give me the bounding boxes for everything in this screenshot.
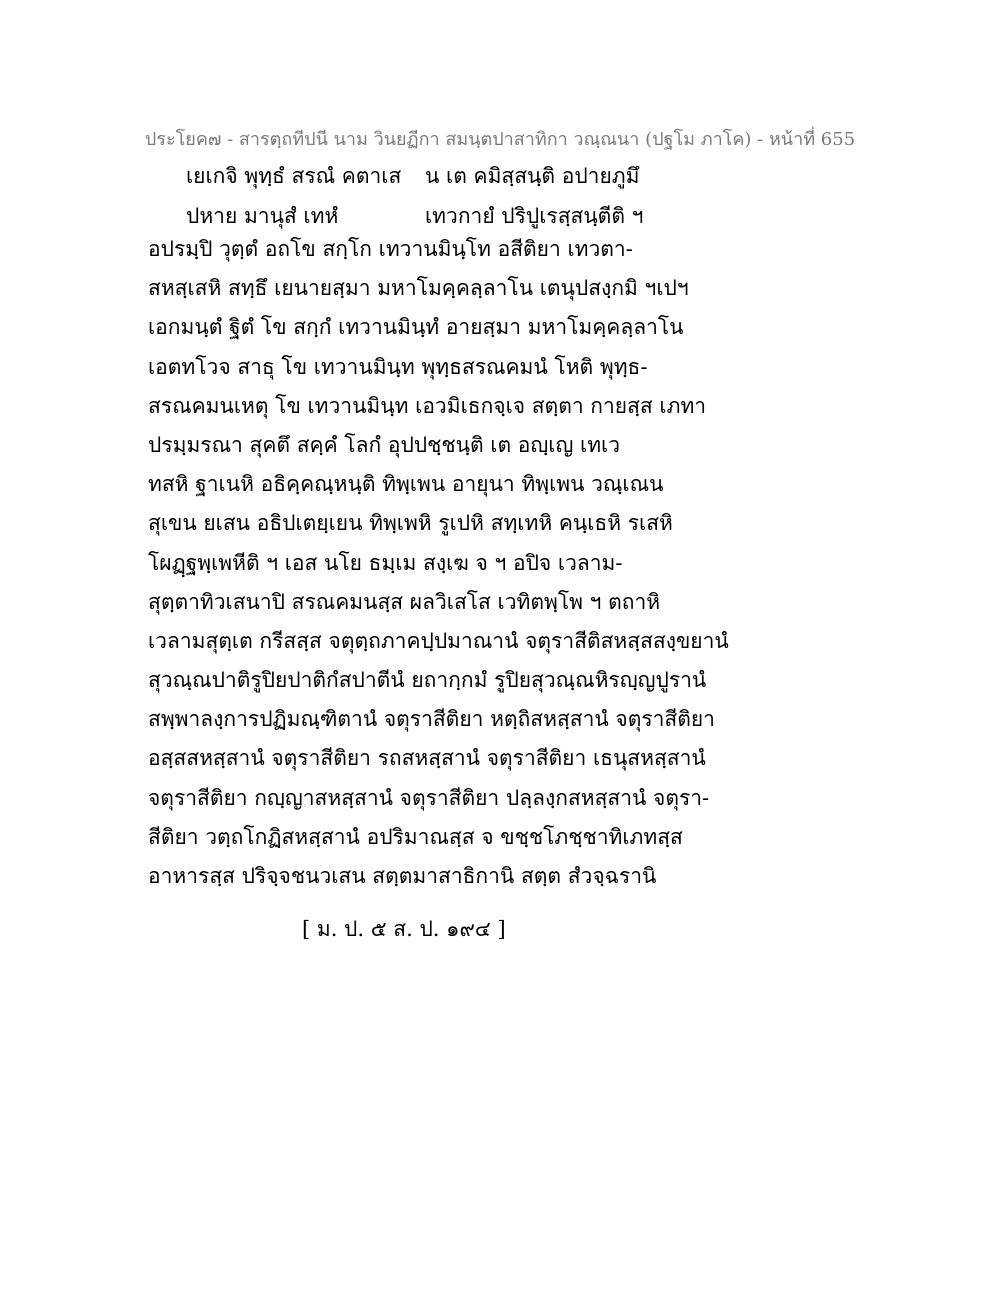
body-line-16: สีติยา วตฺถโกฏิสหสฺสานํ อปริมาณสฺส จ ขชฺชโภชฺชาทิเภทสฺส: [148, 824, 683, 849]
page-header: ประโยค๗ - สารตฺถทีปนี นาม วินยฏีกา สมนฺตปาสาทิกา วณฺณนา (ปฐโม ภาโค) - หน้าที่ 655: [144, 129, 856, 150]
body-line-5: สรณคมนเหตุ โข เทวานมินฺท เอวมิเธกจฺเจ สตฺตา กายสฺส เภทา: [148, 393, 707, 418]
body-line-6: ปรมฺมรณา สุคตึ สคฺคํ โลกํ อุปปชฺชนฺติ เต อญฺเญ เทเว: [148, 432, 621, 457]
body-line-9: โผฏฺฐพฺเพหีติ ฯ เอส นโย ธมฺเม สงฺเฆ จ ฯ อปิจ เวลาม-: [148, 550, 623, 575]
body-line-17: อาหารสฺส ปริจฺจชนวเสน สตฺตมาสาธิกานิ สตฺต สํวจฺฉรานิ: [148, 864, 657, 888]
body-line-1: อปรมฺปิ วุตฺตํ อถโข สกฺโก เทวานมินฺโท อสีติยา เทวตา-: [148, 237, 633, 261]
body-line-13: สพฺพาลงฺการปฏิมณฺฑิตานํ จตุราสีติยา หตฺถิสหสฺสานํ จตุราสีติยา: [148, 707, 715, 732]
body-text: [148, 230, 729, 896]
body-line-3: เอกมนฺตํ ฐิตํ โข สกฺกํ เทวานมินฺทํ อายสฺมา มหาโมคฺคลฺลาโน: [148, 315, 684, 340]
body-line-12: สุวณฺณปาติรูปิยปาติกํสปาตีนํ ยถากฺกมํ รูปิยสุวณฺณหิรญฺญปูรานํ: [148, 668, 707, 693]
body-line-7: ทสหิ ฐาเนหิ อธิคฺคณฺหนฺติ ทิพฺเพน อายุนา ทิพฺเพน วณฺเณน: [148, 472, 664, 497]
page-reference: [ ม. ป. ๕ ส. ป. ๑๙๔ ]: [302, 917, 506, 941]
body-line-11: เวลามสุตฺเต กรีสสฺส จตุตฺถภาคปฺปมาณานํ จตุราสีติสหสฺสสงฺขยานํ: [148, 628, 729, 653]
verse-line-2-left: ปหาย มานุสํ เทหํ: [186, 204, 339, 228]
verse-line-1-left: เยเกจิ พุทฺธํ สรณํ คตาเส: [186, 164, 402, 188]
verse-line-1-right: น เต คมิสฺสนฺติ อปายภูมึ: [425, 164, 640, 188]
verse-line-2-right: เทวกายํ ปริปูเรสฺสนฺตีติ ฯ: [425, 204, 644, 228]
body-line-10: สุตฺตาทิวเสนาปิ สรณคมนสฺส ผลวิเสโส เวทิตพฺโพ ฯ ตถาหิ: [148, 589, 661, 614]
body-line-2: สหสฺเสหิ สทฺธึ เยนายสฺมา มหาโมคฺคลฺลาโน เตนุปสงฺกมิ ฯเปฯ: [148, 276, 689, 301]
body-line-14: อสฺสสหสฺสานํ จตุราสีติยา รถสหสฺสานํ จตุราสีติยา เธนุสหสฺสานํ: [148, 746, 706, 771]
body-line-15: จตุราสีติยา กญฺญาสหสฺสานํ จตุราสีติยา ปลฺลงฺกสหสฺสานํ จตุรา-: [148, 785, 710, 810]
verse-block: [0, 0, 1000, 230]
body-line-8: สุเขน ยเสน อธิปเตยฺเยน ทิพฺเพหิ รูเปหิ สทฺเทหิ คนฺเธหิ รเสหิ: [148, 511, 673, 536]
body-line-4: เอตทโวจ สาธุ โข เทวานมินฺท พุทฺธสรณคมนํ โหติ พุทฺธ-: [148, 354, 648, 379]
